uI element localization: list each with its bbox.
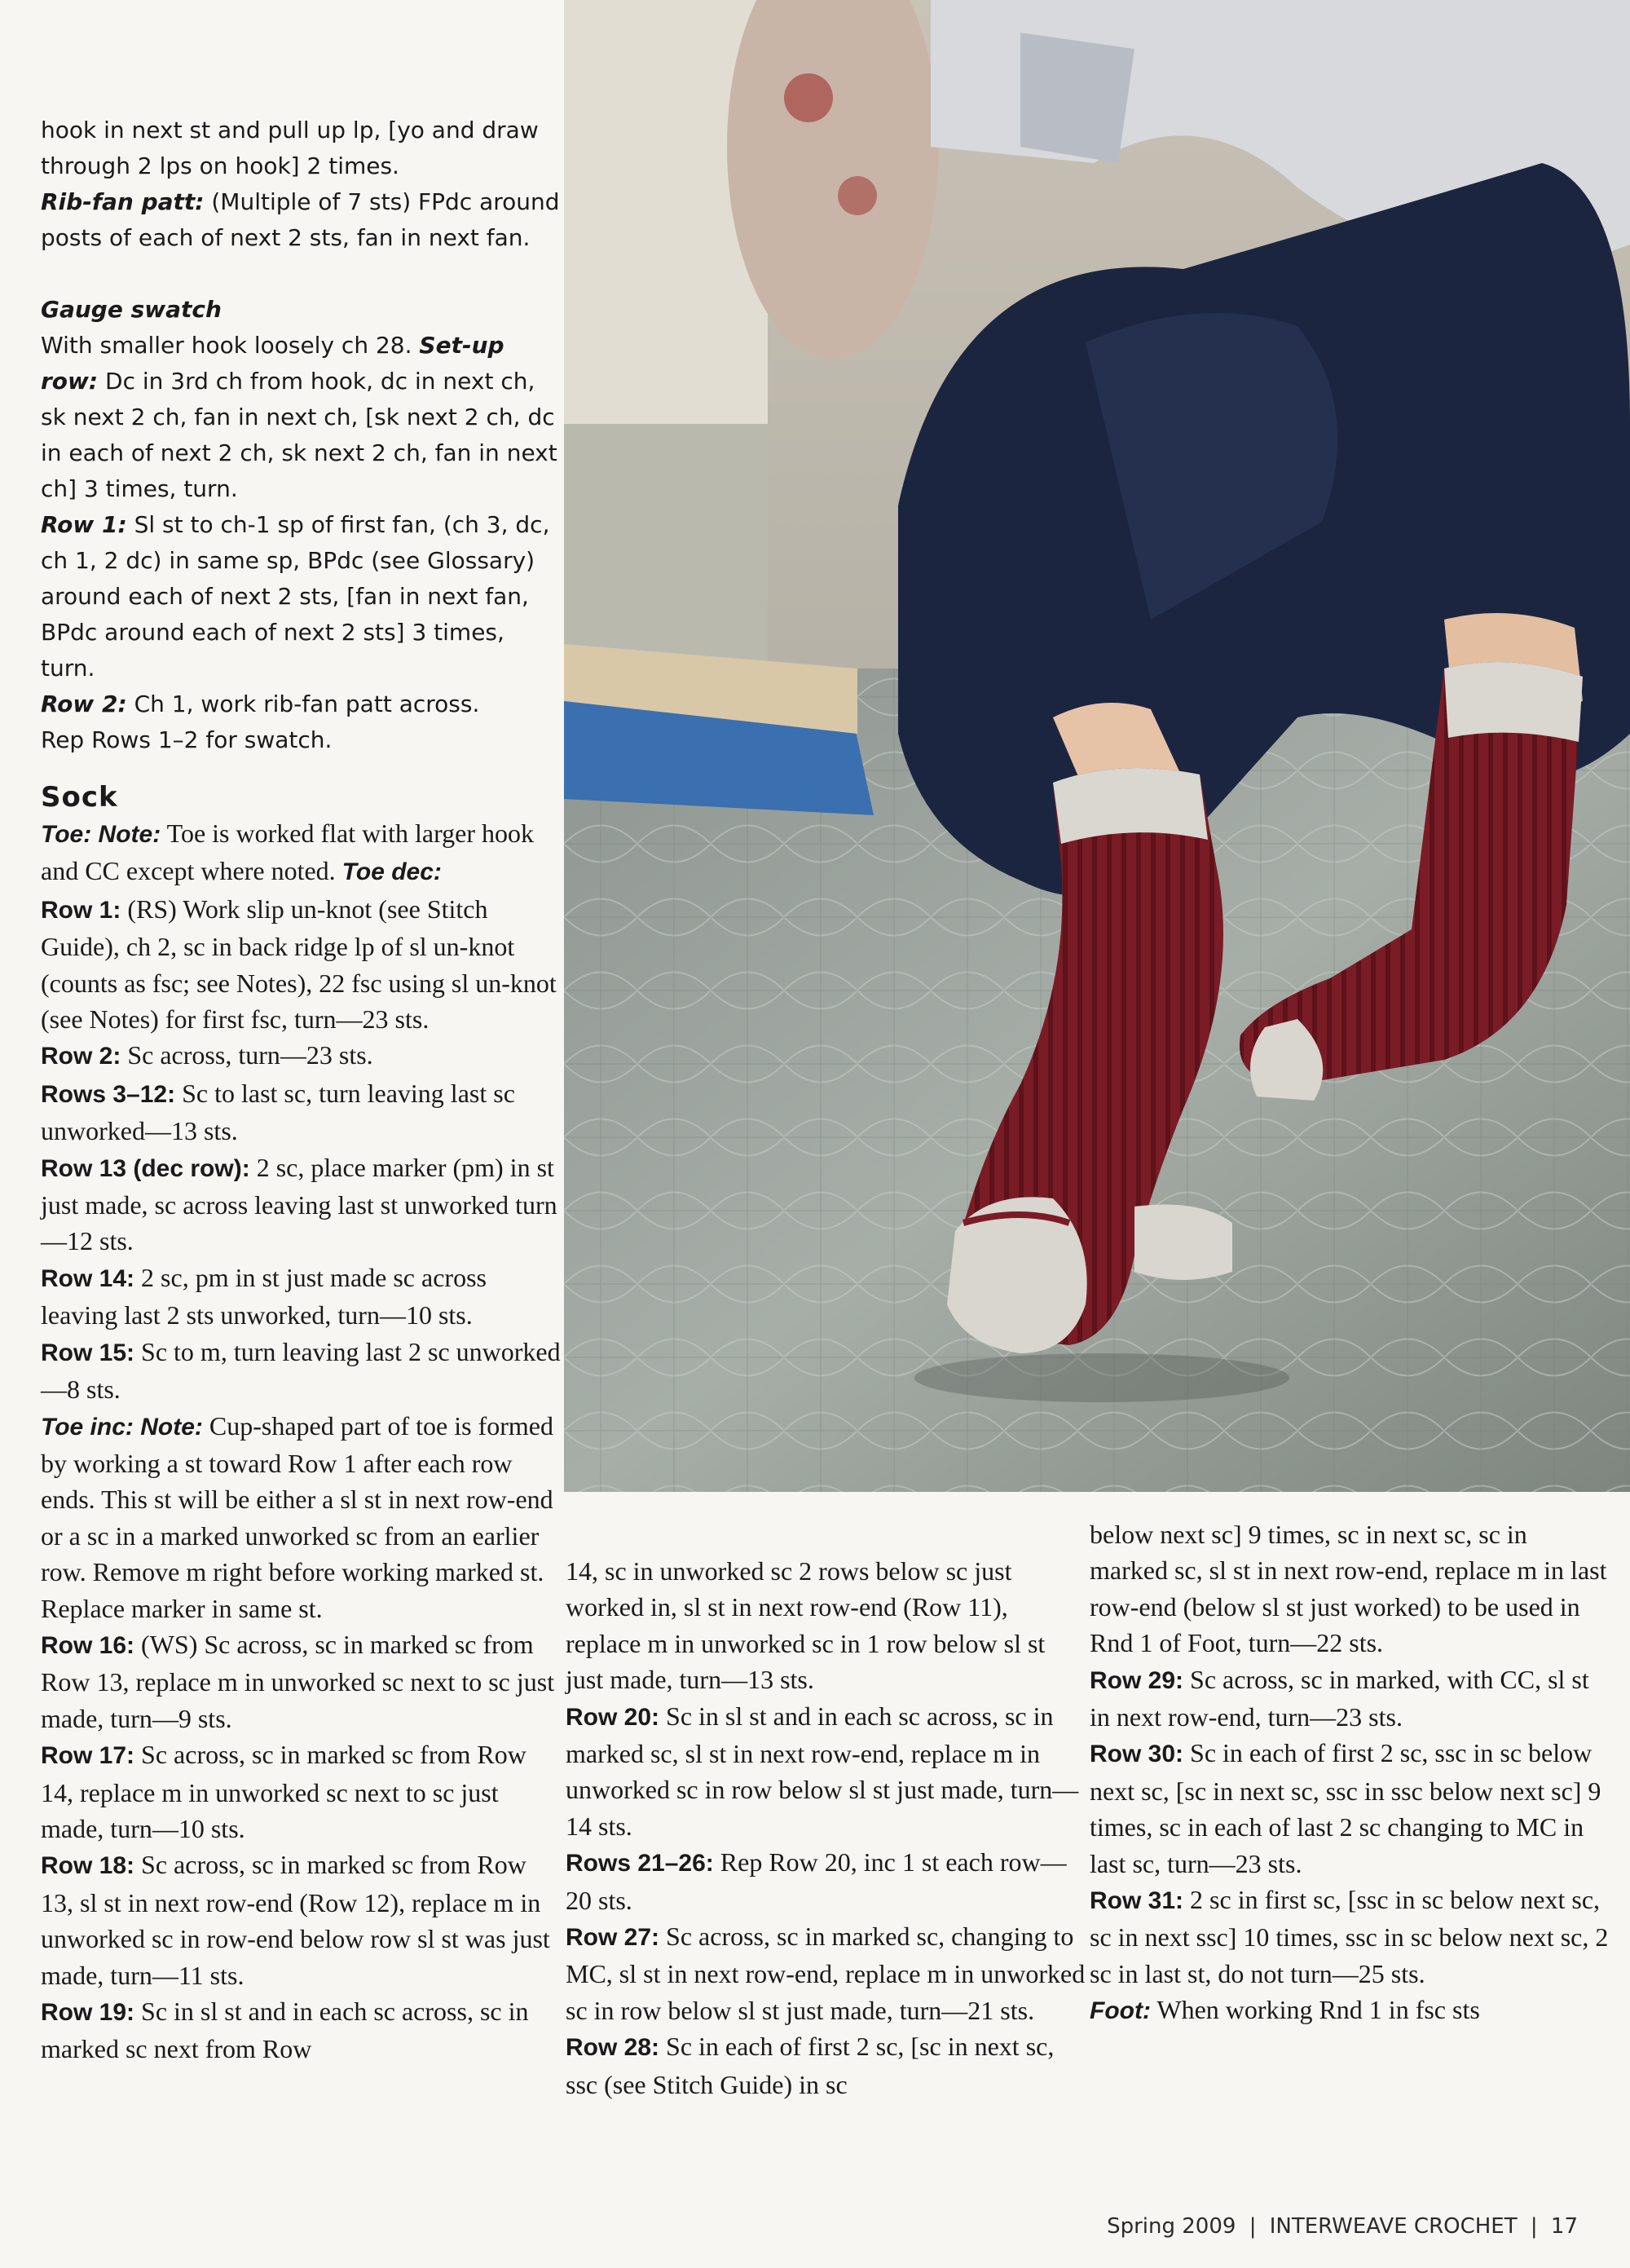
row-label: Row 2: [41, 1043, 121, 1070]
row-text: Sc in sl st and in each sc across, sc in marked sc next from Row [41, 1997, 529, 2064]
row-item [41, 1260, 562, 1334]
row-item [41, 1075, 562, 1149]
row-label: Row 27: [566, 1924, 660, 1952]
gauge-row2 [41, 686, 562, 722]
foot-label: Foot: [1090, 1997, 1151, 2025]
row-text: (RS) Work slip un-knot (see Stitch Guide), ch 2, sc in back ridge lp of sl un-knot (counts as fsc; see Notes), 22 fsc using sl un-knot (see Notes) for first fsc, turn—23 sts. [41, 894, 557, 1035]
row-label: Row 17: [41, 1742, 135, 1770]
row-text: (WS) Sc across, sc in marked sc from Row 13, replace m in unworked sc next to sc just made, turn—9 sts. [41, 1629, 555, 1733]
column-3 [1090, 1516, 1611, 2030]
row-text: 2 sc in first sc, [ssc in sc below next sc, sc in next ssc] 10 times, ssc in sc below next sc, 2 sc in last st, do not turn—25 sts. [1090, 1885, 1609, 1988]
sock-instructions [41, 815, 562, 2067]
row-item [41, 1736, 562, 1847]
row-item [41, 891, 562, 1038]
row-text: Sc across, sc in marked sc from Row 14, replace m in unworked sc next to sc just made, turn—10 sts. [41, 1740, 526, 1843]
row-label: Row 31: [1090, 1887, 1184, 1915]
page-footer [1107, 2214, 1578, 2239]
row-text: Sc in sl st and in each sc across, sc in marked sc, sl st in next row-end, replace m in unworked sc in row below sl st just made, turn—14 sts. [566, 1701, 1079, 1841]
row-item [566, 2028, 1087, 2103]
row-text: Sc in each of first 2 sc, ssc in sc below next sc, [sc in next sc, ssc in ssc below next sc] 9 times, sc in each of last 2 sc changing to MC in last sc, turn—23 sts. [1090, 1738, 1601, 1878]
row-label: Row 30: [1090, 1741, 1184, 1768]
row-label: Row 1: [41, 896, 121, 924]
toe-note-text: Toe is worked flat with larger hook and CC except where noted. [41, 819, 535, 886]
gauge-setup-text: Dc in 3rd ch from hook, dc in next ch, sk next 2 ch, fan in next ch, [sk next 2 ch, dc in each of next 2 ch, sk next 2 ch, fan in next ch] 3 times, turn. [41, 368, 557, 502]
magazine-name: INTERWEAVE CROCHET [1269, 2214, 1518, 2239]
row-text: Sc across, sc in marked sc, changing to MC, sl st in next row-end, replace m in unworked sc in row below sl st just made, turn—21 sts. [566, 1922, 1086, 2025]
col3-lead: below next sc] 9 times, sc in next sc, sc in marked sc, sl st in next row-end, replace m in last row-end (below sl st just worked) to be used in Rnd 1 of Foot, turn—22 sts. [1090, 1520, 1607, 1658]
row-text: Sc in each of first 2 sc, [sc in next sc, ssc (see Stitch Guide) in sc [566, 2032, 1055, 2099]
intro-text: hook in next st and pull up lp, [yo and draw through 2 lps on hook] 2 times. [41, 117, 539, 179]
gauge-setup-intro: With smaller hook loosely ch 28. [41, 332, 420, 359]
row-label: Row 19: [41, 1999, 135, 2026]
row-item [41, 1626, 562, 1736]
gauge-row2-label: Row 2: [41, 691, 127, 717]
intro-block [41, 113, 562, 815]
foot-text: When working Rnd 1 in fsc sts [1150, 1995, 1480, 2025]
row-item [566, 1698, 1087, 1845]
gauge-row1 [41, 507, 562, 686]
toe-inc-note [41, 1408, 562, 1626]
row-item [566, 1918, 1087, 2028]
sock-heading: Sock [41, 781, 118, 814]
row-text: Sc across, sc in marked sc from Row 13, sl st in next row-end (Row 12), replace m in unworked sc in row-end below row sl st was just made, turn—11 sts. [41, 1850, 550, 1990]
row-item [41, 1847, 562, 1993]
row-item [566, 1844, 1087, 1918]
row-label: Row 28: [566, 2034, 660, 2062]
toe-note-label: Toe: Note: [41, 821, 161, 848]
row-item [41, 1334, 562, 1408]
gauge-row2-text: Ch 1, work rib-fan patt across. [126, 691, 480, 717]
column-1 [41, 113, 562, 2067]
row-label: Row 13 (dec row): [41, 1154, 250, 1182]
row-text: Sc to m, turn leaving last 2 sc unworked—8 sts. [41, 1336, 561, 1405]
rib-fan-paragraph [41, 184, 562, 256]
row-text: 2 sc, pm in st just made sc across leaving last 2 sts unworked, turn—10 sts. [41, 1262, 487, 1330]
footer-separator: | [1530, 2214, 1538, 2239]
gauge-row1-label: Row 1: [41, 511, 127, 538]
foot-paragraph [1090, 1992, 1611, 2029]
row-label: Row 15: [41, 1339, 135, 1366]
row-label: Row 29: [1090, 1666, 1184, 1694]
gauge-rep: Rep Rows 1–2 for swatch. [41, 726, 333, 753]
row-label: Row 16: [41, 1631, 135, 1659]
row-item [1090, 1735, 1611, 1882]
toe-inc-text: Cup-shaped part of toe is formed by working a st toward Row 1 after each row ends. This st will be either a sl st in next row-end or a sc in a marked unworked sc from an earlier row. Remove m right before working marked st. Replace marker in same st. [41, 1410, 553, 1623]
row-item [1090, 1661, 1611, 1736]
row-label: Rows 21–26: [566, 1850, 714, 1877]
row-text: Sc across, sc in marked, with CC, sl st in next row-end, turn—23 sts. [1090, 1664, 1589, 1732]
row-text: Sc to last sc, turn leaving last sc unworked—13 sts. [41, 1078, 515, 1146]
col2-lead: 14, sc in unworked sc 2 rows below sc just worked in, sl st in next row-end (Row 11), replace m in unworked sc in 1 row below sl st just made, turn—13 sts. [566, 1556, 1046, 1695]
row-item [41, 1993, 562, 2067]
gauge-setup-paragraph [41, 328, 562, 507]
gauge-setup-label: Set-up row: [41, 332, 504, 395]
row-text: 2 sc, place marker (pm) in st just made, sc across leaving last st unworked turn—12 sts. [41, 1152, 557, 1256]
row-item [41, 1037, 562, 1074]
row-item [41, 1149, 562, 1260]
issue-date: Spring 2009 [1107, 2214, 1236, 2239]
column-2 [566, 1553, 1087, 2103]
photo-socks [564, 0, 1630, 1492]
row-label: Row 14: [41, 1264, 135, 1292]
footer-separator: | [1249, 2214, 1257, 2239]
row-label: Rows 3–12: [41, 1080, 176, 1108]
row-text: Sc across, turn—23 sts. [121, 1040, 373, 1070]
rib-fan-label: Rib-fan patt: [41, 188, 205, 215]
row-label: Row 18: [41, 1852, 135, 1880]
toe-dec-label: Toe dec: [341, 858, 442, 886]
row-item [1090, 1882, 1611, 1992]
rib-fan-text: (Multiple of 7 sts) FPdc around posts of each of next 2 sts, fan in next fan. [41, 188, 560, 251]
row-label: Row 20: [566, 1703, 660, 1731]
gauge-row1-text: Sl st to ch-1 sp of first fan, (ch 3, dc, ch 1, 2 dc) in same sp, BPdc (see Glossary) around each of next 2 sts, [fan in next fan, BPdc around each of next 2 sts] 3 times, turn. [41, 511, 550, 682]
toe-note [41, 815, 562, 891]
page-number: 17 [1550, 2214, 1578, 2239]
toe-inc-label: Toe inc: Note: [41, 1413, 203, 1441]
gauge-heading: Gauge swatch [41, 296, 222, 323]
row-text: Rep Row 20, inc 1 st each row—20 sts. [566, 1847, 1067, 1915]
